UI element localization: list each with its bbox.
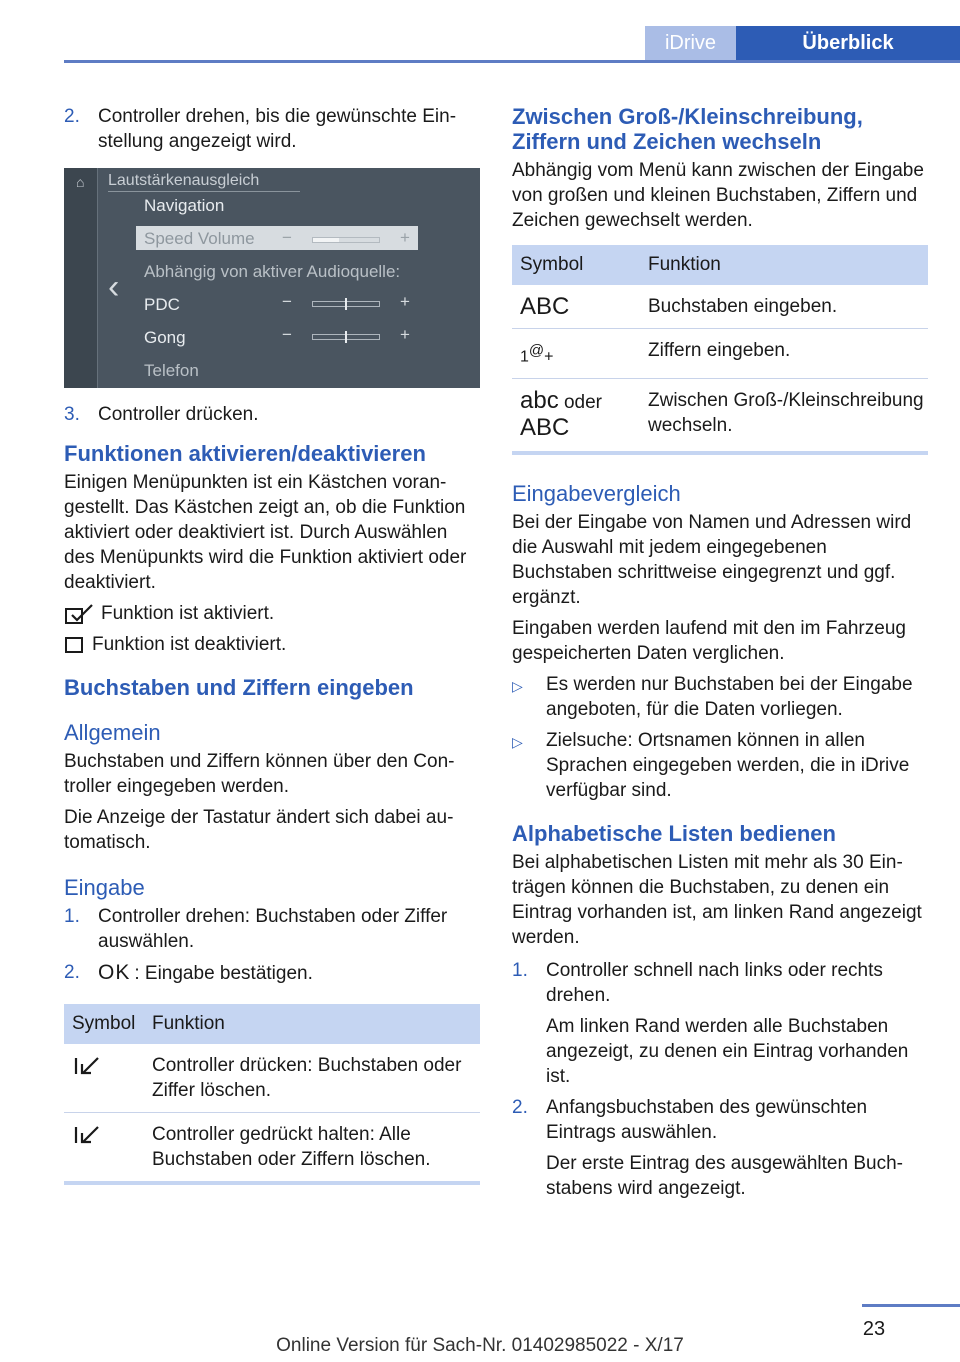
- chevron-left-icon[interactable]: ‹: [108, 268, 120, 306]
- list-item-text: Zielsuche: Ortsnamen können in allen Sprachen eingegeben werden, die in iDrive verfügbar sind.: [546, 730, 910, 802]
- speed-volume-slider[interactable]: [312, 237, 380, 243]
- tab-idrive[interactable]: iDrive: [645, 26, 736, 60]
- digits-icon: [512, 338, 648, 369]
- heading-switch: Zwischen Groß-/Kleinschreibung, Ziffern und Zeichen wechseln: [512, 104, 863, 154]
- table-cell-function: Ziffern eingeben.: [648, 340, 791, 361]
- alpha-step-1-note: Am linken Rand werden alle Buchstaben angezeigt, zu denen ein Eintrag vorhanden ist.: [546, 1016, 909, 1088]
- column-header-function: Funktion: [648, 254, 721, 275]
- paragraph-general-2: Die Anzeige der Tastatur ändert sich dabei automatisch.: [64, 807, 454, 853]
- alpha-step-2: [512, 1095, 928, 1145]
- checkbox-checked-label: Funktion ist aktiviert.: [101, 603, 275, 624]
- step-text: Anfangsbuchstaben des gewünschten Eintrags auswählen.: [546, 1097, 868, 1144]
- digits-icon-at: @: [528, 342, 545, 359]
- list-item-text: Es werden nur Buchstaben bei der Eingabe angeboten, für die Daten vorliegen.: [546, 674, 913, 721]
- step-text: Controller drehen, bis die gewünschte Einstellung angezeigt wird.: [98, 106, 457, 152]
- column-header-symbol: Symbol: [72, 1013, 136, 1034]
- menu-item-pdc[interactable]: PDC: [144, 295, 180, 314]
- delete-icon: [72, 1056, 102, 1076]
- screen-sidebar: [64, 168, 98, 388]
- checkbox-unchecked-row: [64, 632, 480, 657]
- menu-item-speed-volume[interactable]: Speed Volume: [144, 229, 255, 248]
- minus-icon: −: [282, 325, 292, 344]
- paragraph-alpha: Bei alphabetischen Listen mit mehr als 30 Einträgen können die Buchstaben, zu denen ein Eintrag vorhanden ist, am linken Rand angezeigt werden.: [512, 852, 922, 949]
- table-row: [512, 329, 928, 379]
- left-column: [64, 104, 480, 1195]
- pdc-slider[interactable]: [312, 301, 380, 307]
- menu-item-telefon[interactable]: Telefon: [144, 361, 199, 380]
- screen-title: Lautstärkenausgleich: [108, 172, 260, 189]
- checkbox-unchecked-icon: [64, 634, 90, 656]
- menu-item-navigation[interactable]: Navigation: [144, 196, 225, 215]
- home-icon: ⌂: [76, 174, 85, 190]
- abc-upper-icon: ABC: [520, 293, 570, 320]
- table-header: [512, 245, 928, 285]
- step-number: 1.: [64, 906, 80, 927]
- step-2: [64, 104, 480, 154]
- table-cell-function: Zwischen Groß-/Kleinschreibung wechseln.: [648, 390, 924, 437]
- footer-rule: [862, 1304, 960, 1307]
- table-cell-function: Buchstaben eingeben.: [648, 296, 838, 317]
- checkbox-checked-icon: [64, 603, 98, 625]
- table-cell-function: Controller drücken: Buchstaben oder Ziffer löschen.: [152, 1055, 462, 1101]
- step-number: 2.: [64, 106, 80, 127]
- table-row: [512, 285, 928, 329]
- paragraph-activate: Einigen Menüpunkten ist ein Kästchen vorangestellt. Das Kästchen zeigt an, ob die Funktion aktiviert oder deaktiviert ist. Durch Auswählen des Menüpunkts wird die Funktion aktiviert oder deaktiviert.: [64, 472, 467, 593]
- paragraph-general-1: Buchstaben und Ziffern können über den Controller eingegeben werden.: [64, 751, 455, 797]
- screen-title-line: [108, 191, 300, 192]
- menu-label-audio-source: Abhängig von aktiver Audioquelle:: [144, 262, 401, 281]
- step-number: 2.: [512, 1097, 528, 1119]
- step-number: 3.: [64, 404, 80, 425]
- plus-icon: +: [400, 228, 410, 247]
- paragraph-compare-1: Bei der Eingabe von Namen und Adressen wird die Auswahl mit jedem eingegebenen Buchstaben schrittweise eingegrenzt und ggf. ergänzt.: [512, 512, 912, 609]
- page-number: 23: [862, 1318, 886, 1340]
- alpha-step-1: [512, 958, 928, 1008]
- table-row: [64, 1044, 480, 1113]
- checkbox-checked-row: [64, 601, 480, 626]
- right-column: [512, 104, 928, 1207]
- step-text: : Eingabe bestätigen.: [134, 963, 313, 984]
- digits-icon-one: 1: [520, 348, 529, 366]
- table-cell-function: Controller gedrückt halten: Alle Buchstaben oder Ziffern löschen.: [152, 1124, 431, 1170]
- step-3: [64, 402, 480, 427]
- plus-icon: +: [400, 325, 410, 344]
- table-row: [512, 379, 928, 451]
- triangle-bullet-icon: ▷: [512, 734, 523, 751]
- heading-entry: Eingabe: [64, 875, 145, 900]
- ok-icon: OK: [98, 961, 131, 984]
- footer-text: Online Version für Sach-Nr. 01402985022 - X/17: [276, 1335, 684, 1356]
- digits-icon-plus: +: [544, 348, 554, 366]
- delete-icon: [72, 1125, 102, 1145]
- tab-overview[interactable]: Überblick: [736, 26, 960, 60]
- gong-slider[interactable]: [312, 334, 380, 340]
- heading-activate: Funktionen aktivieren/deaktivieren: [64, 441, 426, 466]
- heading-input: Buchstaben und Ziffern eingeben: [64, 675, 414, 700]
- list-item: [512, 728, 928, 803]
- checkbox-unchecked-label: Funktion ist deaktiviert.: [92, 634, 287, 655]
- plus-icon: +: [400, 292, 410, 311]
- delete-table: [64, 1004, 480, 1185]
- minus-icon: −: [282, 292, 292, 311]
- step-number: 2.: [64, 962, 80, 983]
- column-header-symbol: Symbol: [520, 254, 584, 275]
- table-end-rule: [512, 451, 928, 455]
- step-text: Controller drehen: Buchstaben oder Ziffer auswählen.: [98, 906, 448, 952]
- abc-upper-icon: ABC: [520, 414, 570, 442]
- alpha-step-2-note: Der erste Eintrag des ausgewählten Buchstabens wird angezeigt.: [546, 1153, 903, 1200]
- entry-step-2: [64, 960, 480, 986]
- triangle-bullet-icon: ▷: [512, 678, 523, 695]
- minus-icon: −: [282, 228, 292, 247]
- table-header: [64, 1004, 480, 1044]
- paragraph-switch: Abhängig vom Menü kann zwischen der Eingabe von großen und kleinen Buchstaben, Ziffern und Zeichen gewechselt werden.: [512, 160, 924, 231]
- step-text: Controller schnell nach links oder rechts drehen.: [546, 960, 883, 1007]
- heading-compare: Eingabevergleich: [512, 481, 681, 507]
- menu-item-gong[interactable]: Gong: [144, 328, 186, 347]
- paragraph-compare-2: Eingaben werden laufend mit den im Fahrzeug gespeicherten Daten verglichen.: [512, 618, 906, 665]
- table-row: [64, 1113, 480, 1181]
- switch-table: [512, 245, 928, 455]
- idrive-screenshot: [64, 168, 480, 388]
- column-header-function: Funktion: [152, 1013, 225, 1034]
- step-number: 1.: [512, 960, 528, 982]
- or-label: oder: [563, 392, 603, 414]
- header-rule: [64, 60, 960, 63]
- entry-step-1: [64, 904, 480, 954]
- table-end-rule: [64, 1181, 480, 1185]
- abc-lower-icon: abc: [520, 387, 559, 415]
- heading-alpha: Alphabetische Listen bedienen: [512, 821, 836, 847]
- list-item: [512, 672, 928, 722]
- step-text: Controller drücken.: [98, 404, 259, 425]
- heading-general: Allgemein: [64, 720, 161, 745]
